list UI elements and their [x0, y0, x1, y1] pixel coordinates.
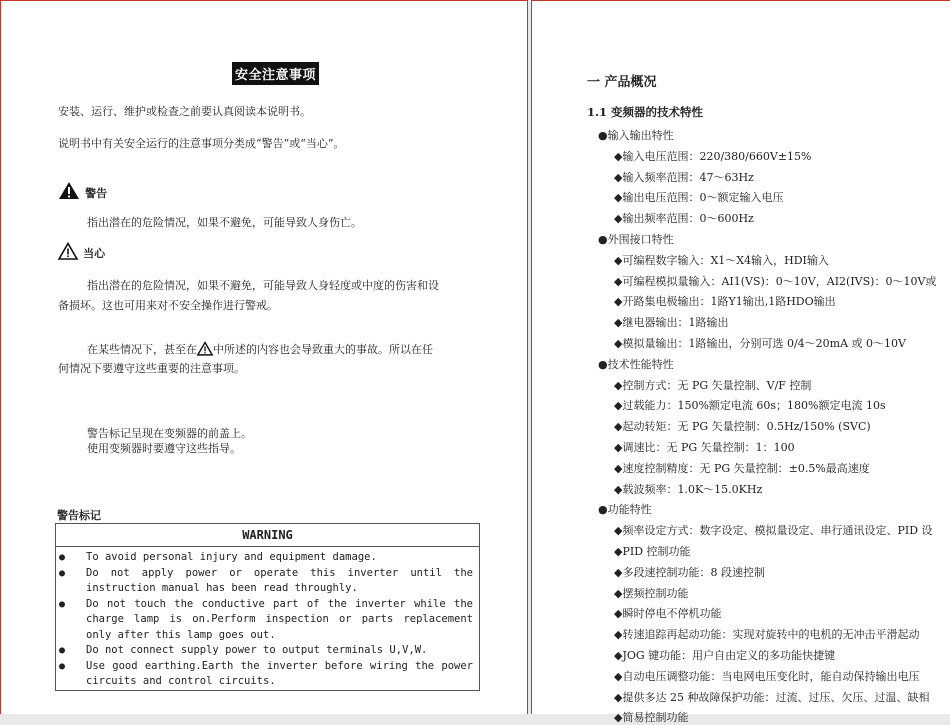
feature-item: ◆速度控制精度：无 PG 矢量控制：±0.5%最高速度	[614, 462, 870, 475]
warning-item-text: Do not connect supply power to output terminals U,V,W.	[86, 644, 428, 656]
intro-line-1: 安装、运行、维护或检查之前要认真阅读本说明书。	[58, 105, 311, 118]
warning-table	[55, 523, 480, 691]
feature-item: ◆输出电压范围：0～额定输入电压	[614, 191, 784, 204]
feature-item: ◆起动转矩：无 PG 矢量控制：0.5Hz/150% (SVC)	[614, 420, 871, 433]
warning-filled-icon	[58, 181, 80, 200]
warning-heading	[58, 181, 107, 201]
warning-item-text: Use good earthing.Earth the inverter before wiring the power circuits and control circuits.	[86, 659, 473, 687]
marker-title: 警告标记	[57, 509, 101, 522]
feature-item: ◆提供多达 25 种故障保护功能：过流、过压、欠压、过温、缺相	[614, 691, 930, 704]
feature-item: ◆多段速控制功能：8 段速控制	[614, 566, 765, 579]
feature-category: ●输入输出特性	[598, 129, 674, 142]
warning-table-header: WARNING	[56, 524, 479, 547]
feature-item: ◆开路集电极输出：1路Y1输出,1路HDO输出	[614, 295, 836, 308]
warning-item	[56, 597, 479, 644]
circumstance-post: 中所述的内容也会导致重大的事故。所以在任	[213, 343, 433, 356]
feature-item: ◆载波频率：1.0K～15.0KHz	[614, 483, 763, 496]
feature-item: ◆瞬时停电不停机功能	[614, 607, 722, 620]
warning-item-text: To avoid personal injury and equipment damage.	[86, 551, 377, 563]
warning-item	[56, 643, 479, 659]
feature-item: ◆调速比：无 PG 矢量控制：1：100	[614, 441, 795, 454]
caution-description-line-1: 指出潜在的危险情况，如果不避免，可能导致人身轻度或中度的伤害和设	[87, 279, 439, 292]
right-page	[531, 0, 950, 724]
feature-item: ◆输入电压范围：220/380/660V±15%	[614, 150, 812, 163]
bullet-icon: ●	[59, 552, 66, 563]
caution-description-line-2: 备损坏。这也可用来对不安全操作进行警戒。	[58, 299, 278, 312]
intro-line-2: 说明书中有关安全运行的注意事项分类成“警告”或“当心”。	[58, 137, 345, 150]
circumstance-pre: 在某些情况下，甚至在	[87, 343, 197, 356]
feature-item: ◆频率设定方式：数字设定、模拟量设定、串行通讯设定、PID 设	[614, 524, 933, 537]
feature-item: ◆模拟量输出：1路输出，分别可选 0/4～20mA 或 0～10V	[614, 337, 906, 350]
feature-item: ◆输入频率范围：47～63Hz	[614, 171, 754, 184]
circumstance-line-2: 何情况下要遵守这些重要的注意事项。	[58, 362, 245, 375]
feature-item: ◆转速追踪再起动功能：实现对旋转中的电机的无冲击平滑起动	[614, 628, 920, 641]
warning-item-text: Do not touch the conductive part of the inverter while the charge lamp is on.Perform inspection or parts replacement only after this lamp goes out.	[86, 597, 473, 641]
warning-description: 指出潜在的危险情况，如果不避免，可能导致人身伤亡。	[87, 216, 362, 229]
feature-item: ◆继电器输出：1路输出	[614, 316, 729, 329]
feature-item: ◆摆频控制功能	[614, 587, 689, 600]
feature-item: ◆输出频率范围：0～600Hz	[614, 212, 754, 225]
marker-line-1: 警告标记呈现在变频器的前盖上。	[87, 427, 252, 440]
warning-item-text: Do not apply power or operate this inverter until the instruction manual has been read throughly.	[86, 566, 473, 594]
bullet-icon: ●	[59, 598, 66, 610]
warning-table-body	[56, 547, 479, 690]
caution-heading	[58, 242, 105, 261]
bullet-icon: ●	[59, 645, 66, 656]
caution-label: 当心	[83, 247, 106, 260]
bullet-icon: ●	[59, 660, 66, 672]
feature-item: ◆自动电压调整功能：当电网电压变化时，能自动保持输出电压	[614, 670, 920, 683]
feature-item: ◆可编程数字输入：X1～X4输入，HDI输入	[614, 254, 829, 267]
feature-item: ◆过载能力：150%额定电流 60s；180%额定电流 10s	[614, 399, 886, 412]
warning-item	[56, 659, 479, 690]
feature-category: ●功能特性	[598, 503, 652, 516]
warning-item	[56, 550, 479, 566]
chapter-title: 一 产品概况	[587, 75, 657, 90]
caution-outline-icon	[58, 242, 78, 260]
caution-inline-icon	[197, 341, 213, 356]
feature-item: ◆控制方式：无 PG 矢量控制、V/F 控制	[614, 379, 812, 392]
warning-item	[56, 566, 479, 597]
feature-category: ●外围接口特性	[598, 233, 674, 246]
feature-item: ◆PID 控制功能	[614, 545, 691, 558]
warning-label: 警告	[85, 187, 108, 200]
feature-item: ◆JOG 键功能：用户自由定义的多功能快捷键	[614, 649, 836, 662]
marker-line-2: 使用变频器时要遵守这些指导。	[87, 442, 241, 455]
feature-item: ◆可编程模拟量输入：AI1(VS)：0～10V，AI2(IVS)：0～10V或	[614, 275, 937, 288]
section-title: 1.1 变频器的技术特性	[587, 105, 704, 119]
bullet-icon: ●	[59, 567, 66, 579]
page-title: 安全注意事项	[232, 62, 319, 85]
circumstance-line-1	[87, 341, 433, 357]
feature-item: ◆简易控制功能	[614, 711, 689, 724]
feature-category: ●技术性能特性	[598, 358, 674, 371]
